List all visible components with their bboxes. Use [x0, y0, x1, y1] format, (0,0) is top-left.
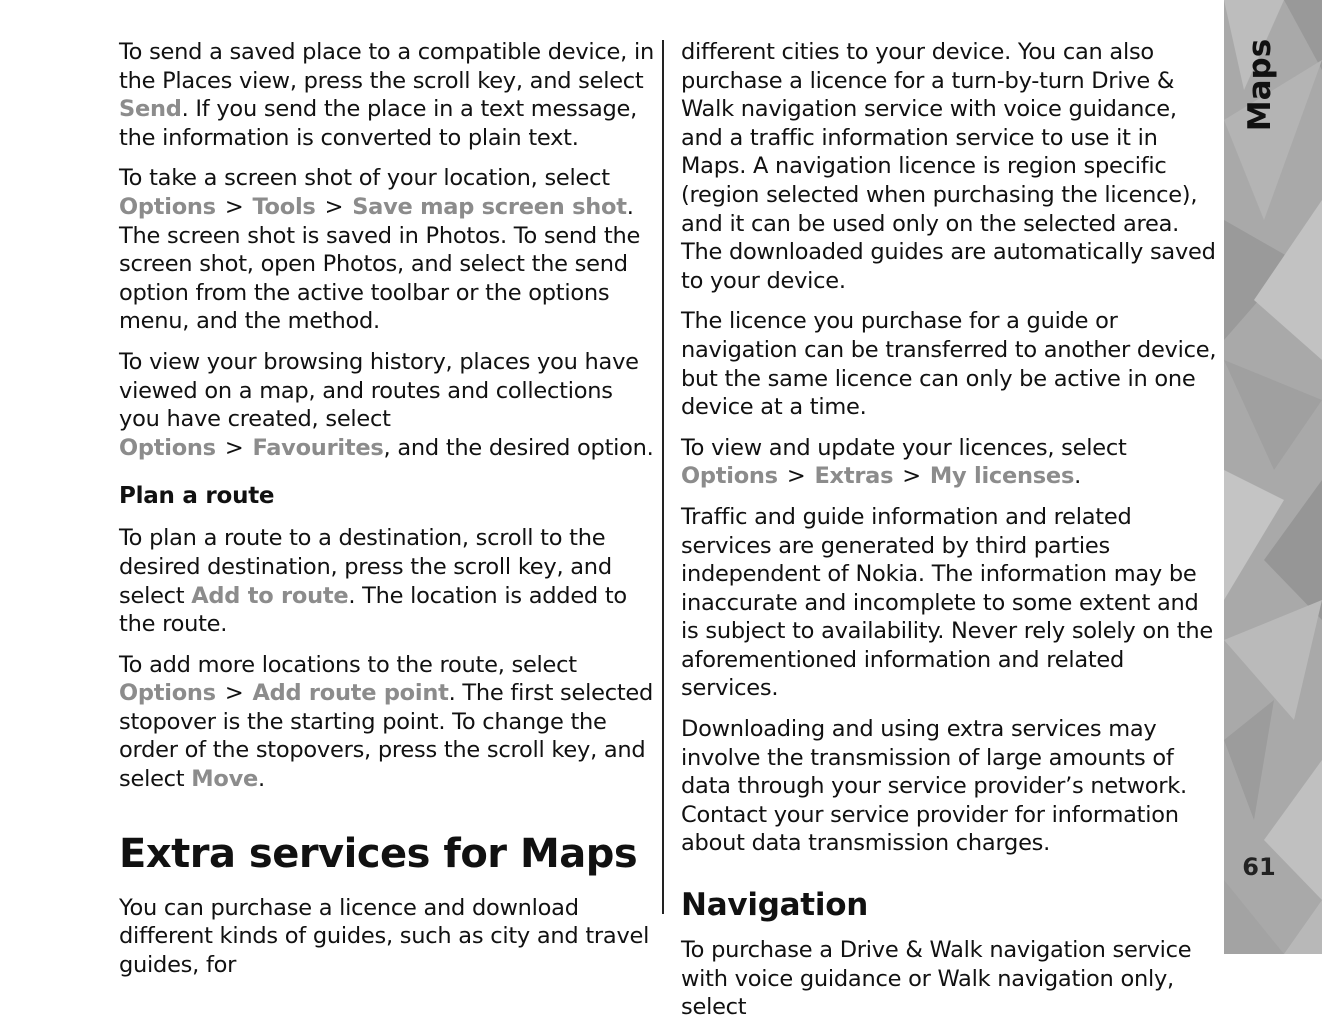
- menu-separator: >: [224, 680, 244, 707]
- page-number: 61: [1242, 853, 1276, 881]
- body-text: . The screen shot is saved in Photos. To send the screen shot, open Photos, and select the send option from the active toolbar or the options menu, and the method.: [119, 193, 641, 335]
- body-text: To add more locations to the route, select: [119, 651, 577, 678]
- option-options: Options: [119, 193, 216, 220]
- menu-separator: >: [786, 463, 806, 490]
- option-options: Options: [681, 463, 778, 490]
- paragraph: You can purchase a licence and download different kinds of guides, such as city and travel guides, for: [119, 894, 650, 978]
- section-title-text: Maps: [1242, 38, 1278, 132]
- column-divider: [662, 40, 664, 914]
- body-text: , and the desired option.: [383, 434, 654, 461]
- paragraph: [681, 434, 1217, 491]
- option-extras: Extras: [814, 463, 894, 490]
- menu-separator: >: [224, 434, 244, 461]
- section-sidebar: [1224, 0, 1322, 954]
- paragraph: [119, 38, 655, 152]
- body-text: .: [258, 766, 265, 793]
- heading-extra-services: Extra services for Maps: [119, 830, 638, 877]
- section-title: [1240, 40, 1280, 130]
- option-add-to-route: Add to route: [191, 582, 349, 609]
- body-text: . The location is added to the route.: [119, 582, 627, 638]
- body-text: To view your browsing history, places you have viewed on a map, and routes and collections you have created, select: [119, 348, 639, 433]
- body-text: To send a saved place to a compatible device, in the Places view, press the scroll key, and select: [119, 39, 654, 94]
- paragraph: [119, 524, 655, 638]
- paragraph: To purchase a Drive & Walk navigation service with voice guidance or Walk navigation only, select: [681, 937, 1192, 1021]
- option-tools: Tools: [252, 193, 316, 220]
- body-text: .: [1074, 463, 1081, 490]
- menu-separator: >: [324, 193, 344, 220]
- option-favourites: Favourites: [252, 434, 384, 461]
- body-text: To take a screen shot of your location, select: [119, 165, 610, 192]
- body-text: To view and update your licences, select: [681, 434, 1127, 461]
- sidebar-pattern: [1224, 0, 1322, 954]
- option-add-route-point: Add route point: [252, 680, 449, 707]
- heading-plan-a-route: Plan a route: [119, 483, 275, 510]
- option-options: Options: [119, 680, 216, 707]
- paragraph: Downloading and using extra services may involve the transmission of large amounts of data through your service provider’s network. Contact your service provider for information about data transmission charges.: [681, 716, 1187, 857]
- heading-navigation: Navigation: [681, 887, 869, 924]
- body-text: . The first selected stopover is the starting point. To change the order of the stopovers, press the scroll key, and select: [119, 680, 654, 793]
- left-column: [119, 38, 655, 991]
- paragraph: [119, 164, 655, 336]
- option-my-licenses: My licenses: [929, 463, 1075, 490]
- option-send: Send: [119, 96, 182, 123]
- option-options: Options: [119, 434, 216, 461]
- body-text: . If you send the place in a text message, the information is converted to plain text.: [119, 96, 638, 151]
- menu-separator: >: [902, 463, 921, 490]
- option-move: Move: [191, 766, 259, 793]
- paragraph: Traffic and guide information and related services are generated by third parties independent of Nokia. The information may be inaccurate and incomplete to some extent and is subject to availability. Never rely solely on the aforementioned information and related services.: [681, 503, 1213, 702]
- body-text: To plan a route to a destination, scroll to the desired destination, press the scroll key, and select: [119, 525, 612, 609]
- paragraph: [119, 348, 655, 462]
- paragraph: different cities to your device. You can also purchase a licence for a turn-by-turn Drive & Walk navigation service with voice guidance, and a traffic information service to use it in Maps. A navigation licence is region specific (region selected when purchasing the licence), and it can be used only on the selected area. The downloaded guides are automatically saved to your device.: [681, 39, 1216, 294]
- option-save-map-screen-shot: Save map screen shot: [352, 193, 627, 220]
- paragraph: [119, 651, 655, 794]
- menu-separator: >: [224, 193, 244, 220]
- right-column: [681, 38, 1217, 1034]
- paragraph: The licence you purchase for a guide or navigation can be transferred to another device, but the same licence can only be active in one device at a time.: [681, 308, 1217, 421]
